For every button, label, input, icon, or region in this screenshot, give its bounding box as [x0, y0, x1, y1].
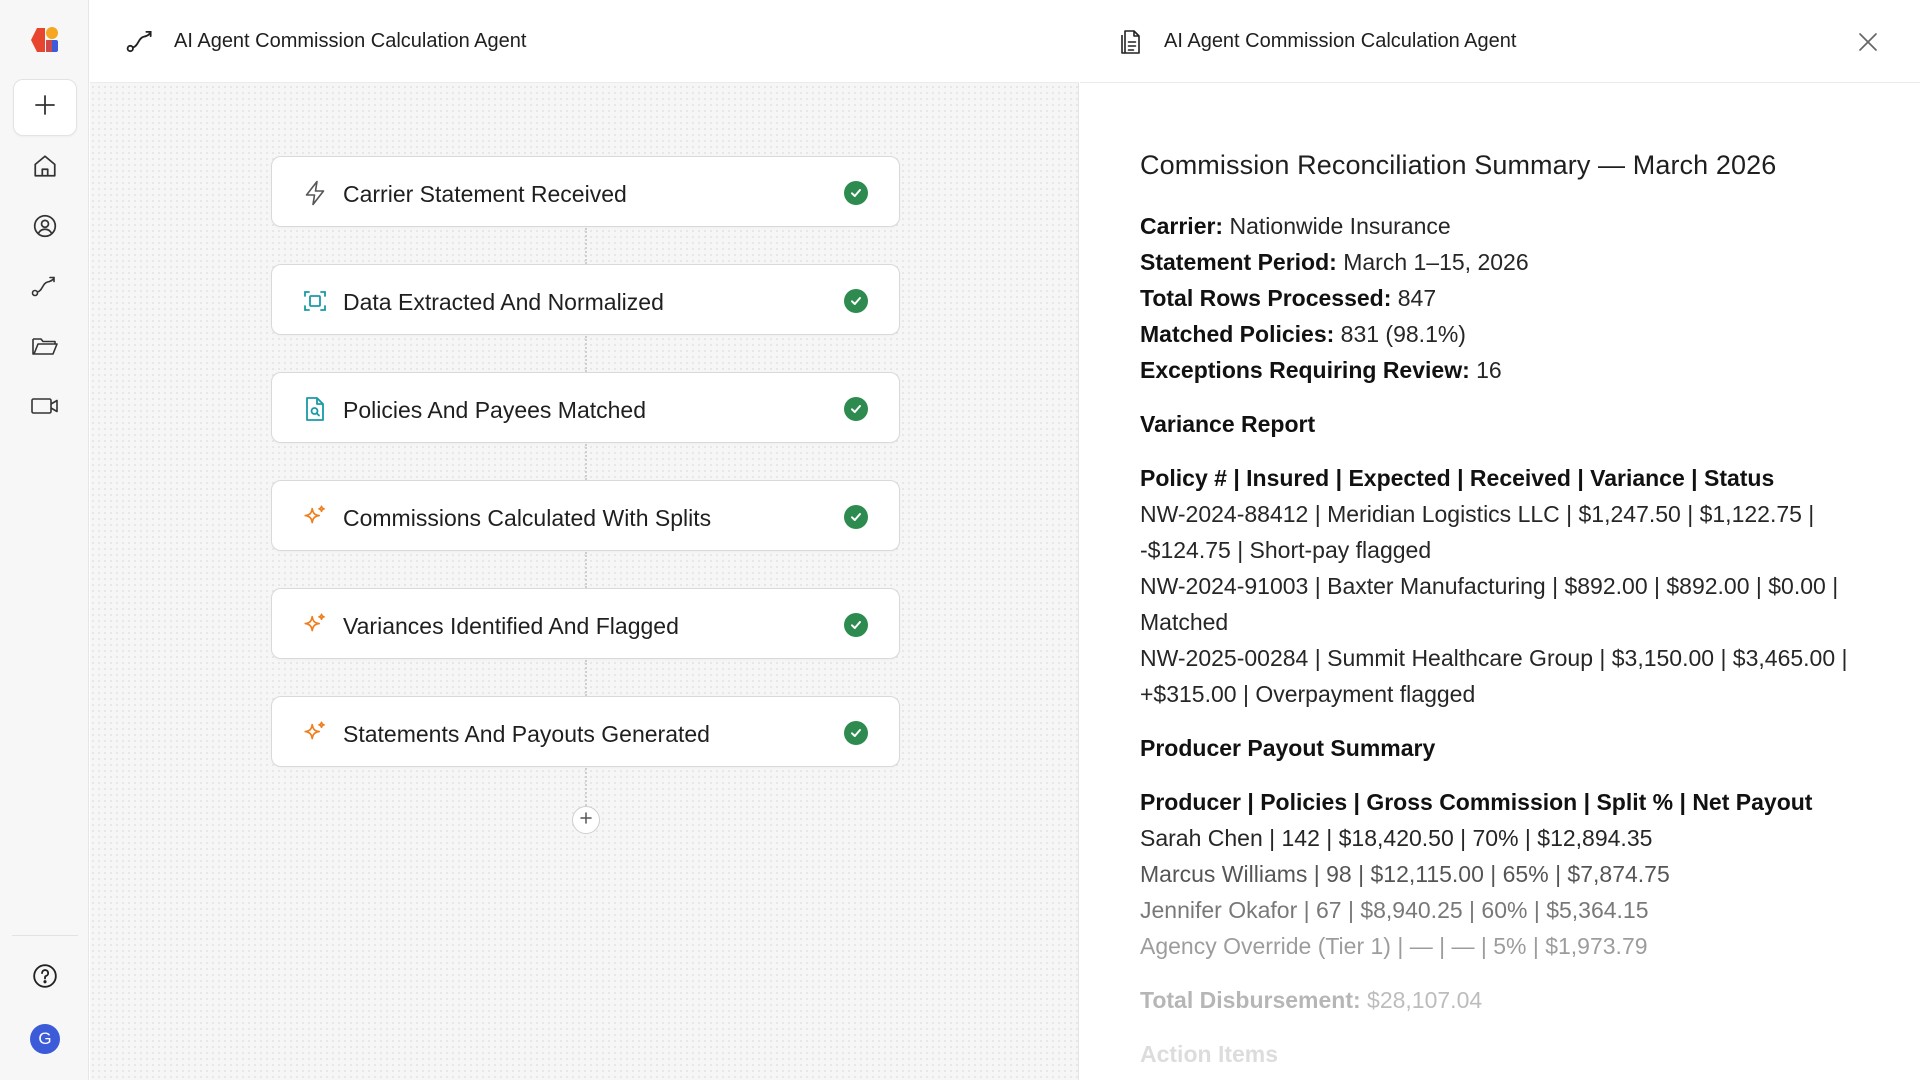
summary-label: Exceptions Requiring Review: [1140, 357, 1470, 383]
close-icon[interactable] [1854, 28, 1882, 56]
payout-row: Agency Override (Tier 1) | — | — | 5% | $1,973.79 [1140, 933, 1648, 959]
total-value: $28,107.04 [1367, 987, 1483, 1013]
nav-home[interactable] [29, 152, 61, 184]
lightning-icon [302, 180, 328, 206]
summary-line [1140, 352, 1860, 388]
summary-label: Matched Policies: [1140, 321, 1335, 347]
summary-value: Nationwide Insurance [1229, 213, 1451, 239]
step-label: Policies And Payees Matched [343, 397, 647, 423]
workflow-title: AI Agent Commission Calculation Agent [174, 30, 527, 52]
document-icon [1119, 29, 1143, 55]
check-icon [844, 613, 868, 637]
variance-heading: Variance Report [1140, 411, 1316, 437]
avatar-initial: G [38, 1029, 52, 1048]
workflow-step[interactable] [271, 264, 900, 335]
nav-workflows[interactable] [29, 272, 61, 304]
nav-help[interactable] [29, 962, 61, 994]
panel-title: AI Agent Commission Calculation Agent [1164, 30, 1517, 52]
panel-header [1080, 0, 1920, 83]
summary-value: March 1–15, 2026 [1343, 249, 1529, 275]
folder-icon [31, 334, 59, 363]
check-icon [844, 505, 868, 529]
sparkle-icon [302, 612, 328, 638]
nav-rail [0, 0, 89, 1080]
variance-row: NW-2024-91003 | Baxter Manufacturing | $892.00 | $892.00 | $0.00 | Matched [1140, 573, 1839, 635]
summary-line [1140, 208, 1860, 244]
rail-divider [12, 935, 78, 936]
step-label: Carrier Statement Received [343, 181, 627, 207]
step-label: Statements And Payouts Generated [343, 721, 710, 747]
plus-icon [579, 811, 593, 830]
variance-row: NW-2025-00284 | Summit Healthcare Group | $3,150.00 | $3,465.00 | +$315.00 | Overpayment flagged [1140, 645, 1848, 707]
detail-panel [1080, 0, 1920, 1080]
step-connector [585, 660, 587, 696]
summary-label: Total Rows Processed: [1140, 285, 1392, 311]
check-icon [844, 289, 868, 313]
workflow-step[interactable] [271, 372, 900, 443]
nav-recordings[interactable] [29, 392, 61, 424]
step-connector [585, 552, 587, 588]
plus-icon [33, 93, 57, 122]
summary-line [1140, 316, 1860, 352]
app-logo[interactable] [29, 24, 61, 56]
scan-icon [302, 288, 328, 314]
variance-table-header: Policy # | Insured | Expected | Received | Variance | Status [1140, 465, 1775, 491]
document-search-icon [302, 396, 328, 422]
payout-table-header: Producer | Policies | Gross Commission | Split % | Net Payout [1140, 789, 1813, 815]
step-label: Variances Identified And Flagged [343, 613, 679, 639]
workflow-step[interactable] [271, 696, 900, 767]
total-line [1140, 982, 1860, 1018]
payout-heading: Producer Payout Summary [1140, 735, 1436, 761]
workflow-icon [31, 273, 59, 304]
sparkle-icon [302, 720, 328, 746]
report-content [1140, 150, 1860, 1080]
summary-value: 847 [1397, 285, 1437, 311]
workflow-step[interactable] [271, 480, 900, 551]
new-button[interactable] [13, 79, 77, 136]
action-items-heading: Action Items [1140, 1041, 1279, 1067]
workflow-step[interactable] [271, 588, 900, 659]
summary-label: Carrier: [1140, 213, 1224, 239]
step-connector [585, 228, 587, 264]
workflow-canvas [90, 0, 1079, 1080]
report-title: Commission Reconciliation Summary — March 2026 [1140, 150, 1777, 180]
check-icon [844, 721, 868, 745]
video-icon [30, 395, 60, 422]
nav-files[interactable] [29, 332, 61, 364]
summary-line [1140, 244, 1860, 280]
add-step-button[interactable] [572, 806, 600, 834]
summary-line [1140, 280, 1860, 316]
check-icon [844, 397, 868, 421]
total-label: Total Disbursement: [1140, 987, 1361, 1013]
check-icon [844, 181, 868, 205]
step-label: Commissions Calculated With Splits [343, 505, 712, 531]
payout-row: Sarah Chen | 142 | $18,420.50 | 70% | $12,894.35 [1140, 825, 1653, 851]
step-label: Data Extracted And Normalized [343, 289, 664, 315]
payout-row: Jennifer Okafor | 67 | $8,940.25 | 60% | $5,364.15 [1140, 897, 1649, 923]
step-connector [585, 444, 587, 480]
step-connector [585, 768, 587, 806]
summary-value: 831 (98.1%) [1340, 321, 1466, 347]
step-connector [585, 336, 587, 372]
user-circle-icon [32, 213, 58, 244]
sparkle-icon [302, 504, 328, 530]
home-icon [32, 153, 58, 184]
workflow-step[interactable] [271, 156, 900, 227]
variance-row: NW-2024-88412 | Meridian Logistics LLC | $1,247.50 | $1,122.75 | -$124.75 | Short-pay flagged [1140, 501, 1815, 563]
help-icon [32, 963, 58, 994]
nav-account[interactable] [29, 212, 61, 244]
summary-label: Statement Period: [1140, 249, 1337, 275]
canvas-header [90, 0, 1079, 83]
payout-row: Marcus Williams | 98 | $12,115.00 | 65% | $7,874.75 [1140, 861, 1670, 887]
summary-value: 16 [1476, 357, 1502, 383]
workflow-icon [126, 28, 156, 56]
avatar[interactable] [30, 1024, 60, 1054]
